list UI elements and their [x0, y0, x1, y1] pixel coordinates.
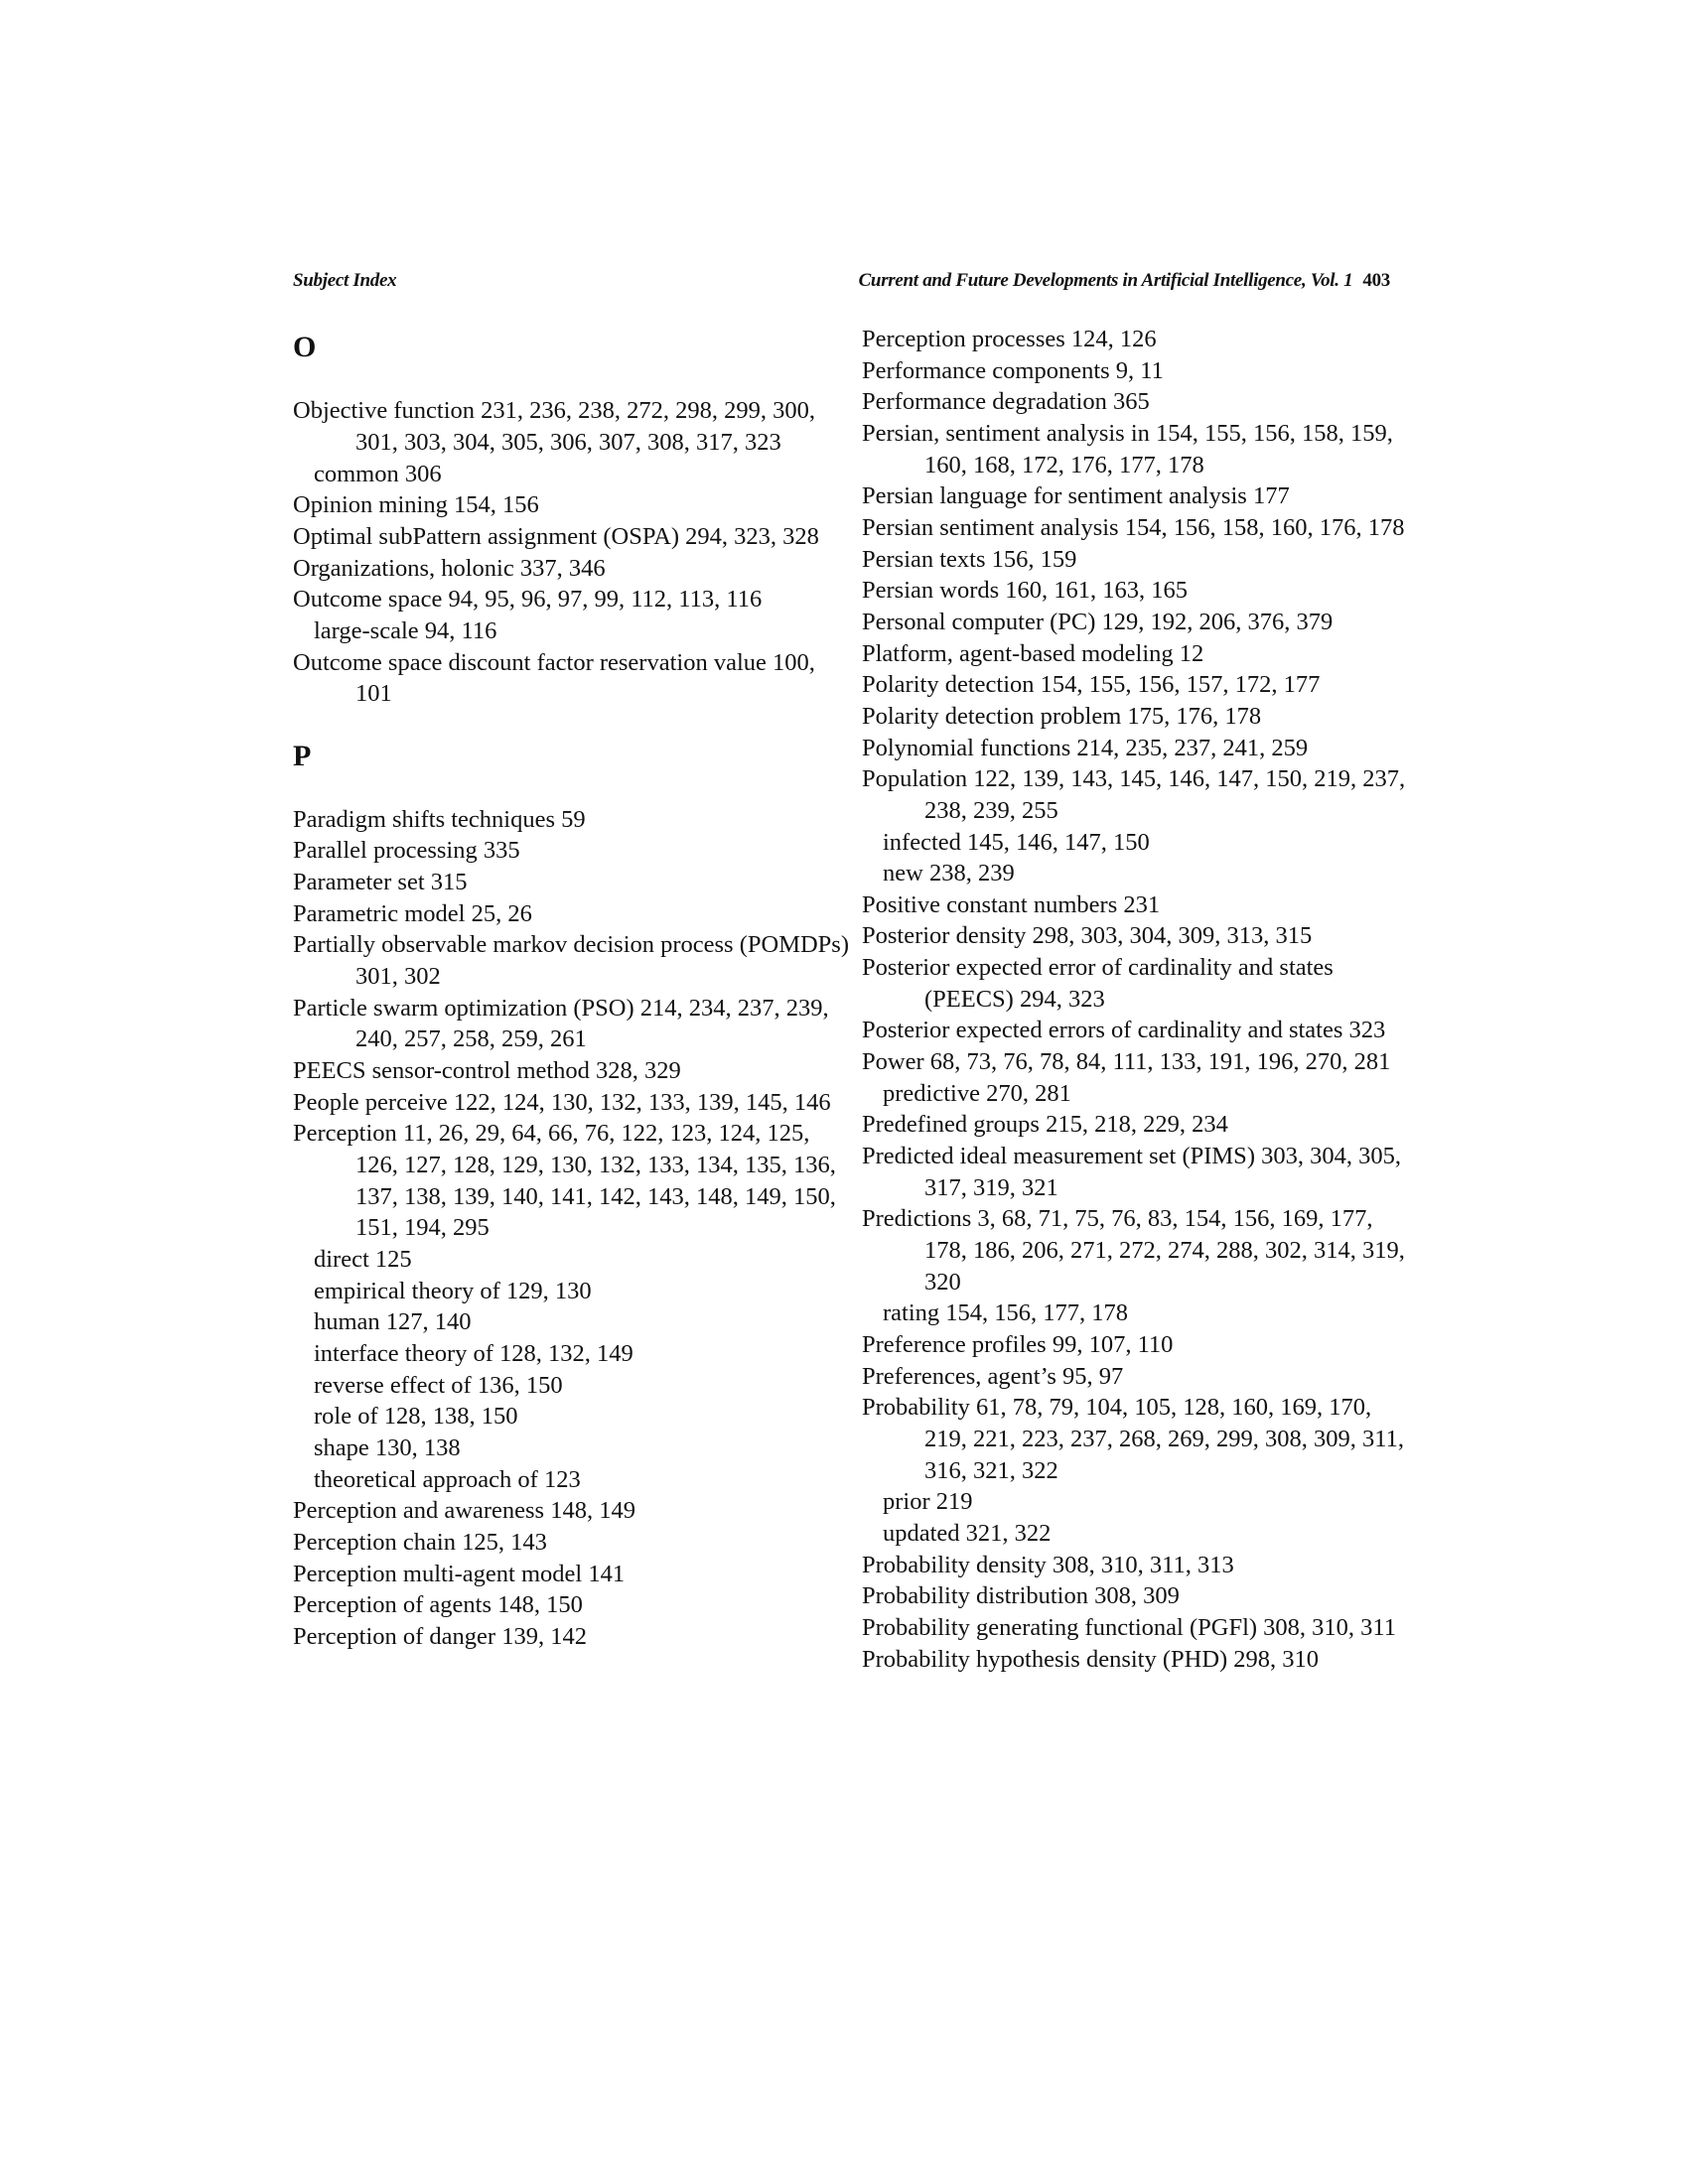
index-entry: Organizations, holonic 337, 346 [293, 554, 606, 582]
index-entry: Perception of danger 139, 142 [293, 1622, 587, 1650]
index-entry: Persian sentiment analysis 154, 156, 158, 160, 176, 178 [862, 513, 1405, 541]
index-entry: Opinion mining 154, 156 [293, 491, 539, 519]
index-entry: Outcome space 94, 95, 96, 97, 99, 112, 113, 116 [293, 586, 763, 614]
index-entry: Particle swarm optimization (PSO) 214, 234, 237, 239, 240, 257, 258, 259, 261 [293, 994, 829, 1053]
index-entry: Parametric model 25, 26 [293, 899, 532, 927]
index-subentry: updated 321, 322 [883, 1519, 1052, 1547]
index-entry: Persian words 160, 161, 163, 165 [862, 577, 1189, 605]
index-subentry: rating 154, 156, 177, 178 [883, 1299, 1129, 1327]
index-entry: Performance components 9, 11 [862, 356, 1164, 384]
index-entry: Persian texts 156, 159 [862, 545, 1077, 573]
index-entry: Platform, agent-based modeling 12 [862, 639, 1204, 667]
index-entry: Perception processes 124, 126 [862, 326, 1157, 352]
index-subentry: new 238, 239 [883, 860, 1015, 887]
index-column-left [293, 331, 849, 1653]
index-entry: People perceive 122, 124, 130, 132, 133, 139, 145, 146 [293, 1088, 831, 1116]
page-number: 403 [1362, 270, 1390, 291]
index-subentry: interface theory of 128, 132, 149 [314, 1339, 633, 1367]
index-entry: Population 122, 139, 143, 145, 146, 147, 150, 219, 237, 238, 239, 255 [862, 765, 1406, 824]
index-entry: Persian, sentiment analysis in 154, 155, 156, 158, 159, 160, 168, 172, 176, 177, 178 [862, 419, 1393, 478]
index-entry: PEECS sensor-control method 328, 329 [293, 1057, 681, 1085]
index-subentry: common 306 [314, 460, 442, 487]
running-header [293, 270, 1390, 300]
index-subentry: human 127, 140 [314, 1308, 472, 1336]
index-entry: Perception and awareness 148, 149 [293, 1497, 635, 1525]
index-entry: Perception of agents 148, 150 [293, 1591, 583, 1619]
index-subentry: large-scale 94, 116 [314, 616, 497, 644]
index-entry: Polarity detection 154, 155, 156, 157, 172, 177 [862, 671, 1321, 699]
index-entry: Preferences, agent’s 95, 97 [862, 1362, 1124, 1390]
index-entry: Posterior density 298, 303, 304, 309, 313, 315 [862, 922, 1313, 950]
index-column-right [862, 324, 1418, 1675]
index-entry: Positive constant numbers 231 [862, 890, 1161, 918]
index-entry: Persian language for sentiment analysis 177 [862, 482, 1290, 510]
index-entry: Perception multi-agent model 141 [293, 1560, 626, 1587]
index-subentry: role of 128, 138, 150 [314, 1403, 518, 1431]
index-entry: Power 68, 73, 76, 78, 84, 111, 133, 191, 196, 270, 281 [862, 1048, 1391, 1076]
index-subentry: direct 125 [314, 1246, 412, 1273]
index-entry: Outcome space discount factor reservation value 100, 101 [293, 648, 815, 708]
header-book-title: Current and Future Developments in Artificial Intelligence, Vol. 1 [858, 270, 1353, 291]
index-entry: Paradigm shifts techniques 59 [293, 805, 586, 833]
index-subentry: empirical theory of 129, 130 [314, 1277, 592, 1304]
index-subentry: shape 130, 138 [314, 1433, 461, 1461]
index-subentry: predictive 270, 281 [883, 1079, 1071, 1107]
index-subentry: prior 219 [883, 1488, 973, 1516]
header-section-title: Subject Index [293, 270, 397, 291]
index-entry: Performance degradation 365 [862, 388, 1150, 416]
index-entry: Preference profiles 99, 107, 110 [862, 1331, 1174, 1358]
index-entry: Posterior expected error of cardinality and states (PEECS) 294, 323 [862, 954, 1334, 1013]
index-entry: Personal computer (PC) 129, 192, 206, 376, 379 [862, 608, 1334, 635]
header-book-title-wrap [859, 270, 1390, 292]
section-letter-o: O [293, 331, 317, 363]
index-entry: Objective function 231, 236, 238, 272, 298, 299, 300, 301, 303, 304, 305, 306, 307, 308, 317, 323 [293, 397, 816, 456]
index-entry: Partially observable markov decision process (POMDPs) 301, 302 [293, 931, 849, 991]
index-entry: Perception 11, 26, 29, 64, 66, 76, 122, 123, 124, 125, 126, 127, 128, 129, 130, 132, 133, 134, 135, 136, 137, 138, 139, 140, 141, 142, 143, 148, 149, 150, 151, 194, 295 [293, 1120, 836, 1242]
index-entry: Polynomial functions 214, 235, 237, 241, 259 [862, 734, 1309, 761]
index-subentry: theoretical approach of 123 [314, 1465, 581, 1493]
index-entry: Predicted ideal measurement set (PIMS) 303, 304, 305, 317, 319, 321 [862, 1143, 1401, 1201]
index-entry: Probability density 308, 310, 311, 313 [862, 1551, 1234, 1578]
index-entry: Parallel processing 335 [293, 837, 520, 865]
index-entry: Probability distribution 308, 309 [862, 1582, 1180, 1610]
index-subentry: reverse effect of 136, 150 [314, 1371, 563, 1399]
index-entry: Predictions 3, 68, 71, 75, 76, 83, 154, 156, 169, 177, 178, 186, 206, 271, 272, 274, 288, 302, 314, 319, 320 [862, 1205, 1405, 1296]
index-entry: Predefined groups 215, 218, 229, 234 [862, 1111, 1228, 1139]
index-entry: Parameter set 315 [293, 869, 468, 896]
index-entry: Polarity detection problem 175, 176, 178 [862, 702, 1262, 730]
index-entry: Probability generating functional (PGFl) 308, 310, 311 [862, 1613, 1397, 1641]
index-entry: Probability 61, 78, 79, 104, 105, 128, 160, 169, 170, 219, 221, 223, 237, 268, 269, 299, 308, 309, 311, 316, 321, 322 [862, 1394, 1404, 1484]
index-entry: Probability hypothesis density (PHD) 298, 310 [862, 1645, 1320, 1673]
index-entry: Posterior expected errors of cardinality and states 323 [862, 1017, 1386, 1044]
index-entry: Optimal subPattern assignment (OSPA) 294, 323, 328 [293, 522, 819, 550]
section-letter-p: P [293, 739, 312, 772]
section-gap [293, 710, 849, 742]
index-entry: Perception chain 125, 143 [293, 1528, 547, 1556]
index-subentry: infected 145, 146, 147, 150 [883, 828, 1150, 856]
